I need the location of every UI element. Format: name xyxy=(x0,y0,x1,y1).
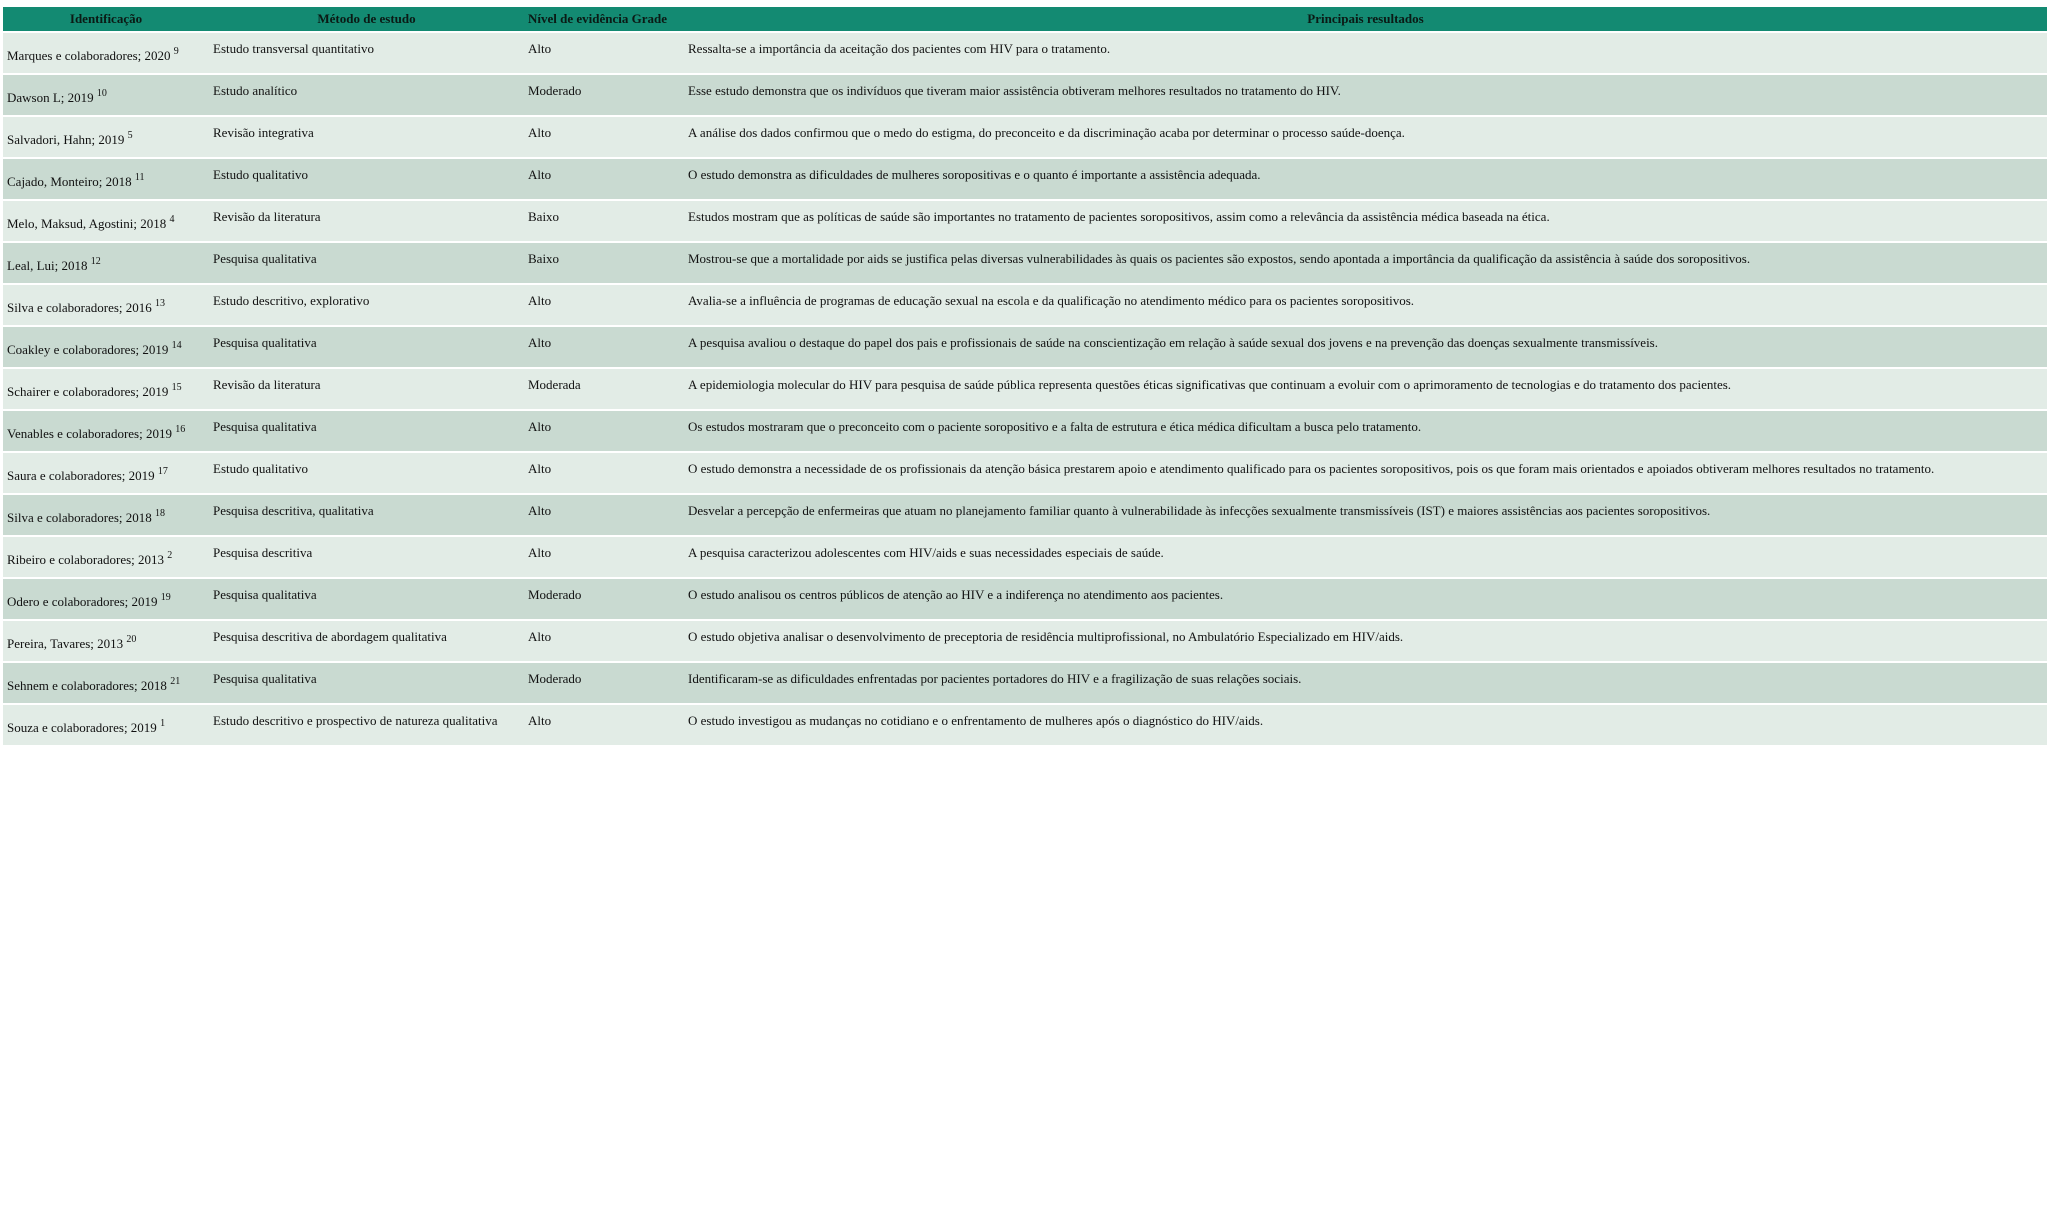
cell-resultado: O estudo demonstra as dificuldades de mulheres soropositivas e o quanto é importante a assistência adequada. xyxy=(684,159,2047,199)
cell-identificacao xyxy=(3,453,209,493)
table-row xyxy=(3,327,2047,367)
cell-resultado: Estudos mostram que as políticas de saúde são importantes no tratamento de pacientes soropositivos, assim como a relevância da assistência médica baseada na ética. xyxy=(684,201,2047,241)
cell-metodo: Estudo descritivo e prospectivo de natureza qualitativa xyxy=(209,705,524,745)
study-author-year: Dawson L; 2019 xyxy=(7,90,94,105)
table-row xyxy=(3,453,2047,493)
cell-resultado: Ressalta-se a importância da aceitação dos pacientes com HIV para o tratamento. xyxy=(684,33,2047,73)
study-author-year: Saura e colaboradores; 2019 xyxy=(7,468,155,483)
study-author-year: Leal, Lui; 2018 xyxy=(7,258,88,273)
reference-number: 10 xyxy=(96,88,107,99)
reference-number: 4 xyxy=(169,214,175,225)
reference-number: 1 xyxy=(160,718,166,729)
study-author-year: Salvadori, Hahn; 2019 xyxy=(7,132,125,147)
reference-number: 16 xyxy=(175,424,186,435)
cell-metodo: Estudo qualitativo xyxy=(209,159,524,199)
cell-nivel: Alto xyxy=(524,453,684,493)
reference-number: 2 xyxy=(167,550,173,561)
study-author-year: Silva e colaboradores; 2016 xyxy=(7,300,152,315)
study-author-year: Venables e colaboradores; 2019 xyxy=(7,426,172,441)
reference-number: 15 xyxy=(171,382,182,393)
cell-nivel: Alto xyxy=(524,327,684,367)
cell-identificacao xyxy=(3,159,209,199)
reference-number: 21 xyxy=(170,676,181,687)
table-row xyxy=(3,495,2047,535)
cell-resultado: O estudo analisou os centros públicos de atenção ao HIV e a indiferença no atendimento aos pacientes. xyxy=(684,579,2047,619)
table-row xyxy=(3,159,2047,199)
studies-table xyxy=(3,5,2047,747)
cell-metodo: Pesquisa qualitativa xyxy=(209,327,524,367)
cell-resultado: Desvelar a percepção de enfermeiras que atuam no planejamento familiar quanto à vulnerabilidade às infecções sexualmente transmissíveis (IST) e maiores assistências aos pacientes soropositivos. xyxy=(684,495,2047,535)
study-author-year: Odero e colaboradores; 2019 xyxy=(7,594,158,609)
table-row xyxy=(3,621,2047,661)
cell-identificacao xyxy=(3,201,209,241)
cell-nivel: Moderado xyxy=(524,663,684,703)
table-row xyxy=(3,75,2047,115)
cell-resultado: A análise dos dados confirmou que o medo do estigma, do preconceito e da discriminação acaba por determinar o processo saúde-doença. xyxy=(684,117,2047,157)
cell-metodo: Revisão da literatura xyxy=(209,201,524,241)
cell-nivel: Alto xyxy=(524,705,684,745)
cell-resultado: O estudo objetiva analisar o desenvolvimento de preceptoria de residência multiprofissional, no Ambulatório Especializado em HIV/aids. xyxy=(684,621,2047,661)
reference-number: 12 xyxy=(90,256,101,267)
cell-metodo: Pesquisa qualitativa xyxy=(209,411,524,451)
table-row xyxy=(3,579,2047,619)
reference-number: 20 xyxy=(126,634,137,645)
cell-resultado: A epidemiologia molecular do HIV para pesquisa de saúde pública representa questões éticas significativas que continuam a evoluir com o aprimoramento de tecnologias e do tratamento dos pacientes. xyxy=(684,369,2047,409)
cell-nivel: Alto xyxy=(524,33,684,73)
cell-identificacao xyxy=(3,705,209,745)
cell-nivel: Moderada xyxy=(524,369,684,409)
reference-number: 19 xyxy=(160,592,171,603)
cell-identificacao xyxy=(3,327,209,367)
cell-resultado: Mostrou-se que a mortalidade por aids se justifica pelas diversas vulnerabilidades às quais os pacientes são expostos, sendo apontada a importância da qualificação da assistência à saúde dos soropositivos. xyxy=(684,243,2047,283)
header-identificacao: Identificação xyxy=(3,7,209,31)
header-metodo: Método de estudo xyxy=(209,7,524,31)
cell-nivel: Alto xyxy=(524,117,684,157)
cell-metodo: Pesquisa descritiva xyxy=(209,537,524,577)
study-author-year: Coakley e colaboradores; 2019 xyxy=(7,342,169,357)
cell-nivel: Baixo xyxy=(524,201,684,241)
cell-identificacao xyxy=(3,495,209,535)
table-body xyxy=(3,33,2047,745)
cell-metodo: Estudo descritivo, explorativo xyxy=(209,285,524,325)
cell-nivel: Alto xyxy=(524,285,684,325)
table-row xyxy=(3,369,2047,409)
cell-identificacao xyxy=(3,537,209,577)
table-row xyxy=(3,663,2047,703)
cell-nivel: Alto xyxy=(524,159,684,199)
cell-metodo: Pesquisa qualitativa xyxy=(209,579,524,619)
reference-number: 17 xyxy=(157,466,168,477)
cell-identificacao xyxy=(3,243,209,283)
cell-resultado: O estudo demonstra a necessidade de os profissionais da atenção básica prestarem apoio e atendimento qualificado para os pacientes soropositivos, pois os que foram mais orientados e apoiados obtiveram melhores resultados no tratamento. xyxy=(684,453,2047,493)
cell-identificacao xyxy=(3,75,209,115)
cell-metodo: Estudo analítico xyxy=(209,75,524,115)
cell-resultado: Avalia-se a influência de programas de educação sexual na escola e da qualificação no atendimento médico para os pacientes soropositivos. xyxy=(684,285,2047,325)
cell-nivel: Alto xyxy=(524,621,684,661)
table-row xyxy=(3,117,2047,157)
cell-nivel: Alto xyxy=(524,495,684,535)
cell-metodo: Pesquisa descritiva de abordagem qualitativa xyxy=(209,621,524,661)
table-row xyxy=(3,33,2047,73)
reference-number: 11 xyxy=(134,172,145,183)
header-nivel: Nível de evidência Grade xyxy=(524,7,684,31)
table-row xyxy=(3,243,2047,283)
cell-resultado: Os estudos mostraram que o preconceito com o paciente soropositivo e a falta de estrutura e ética médica dificultam a busca pelo tratamento. xyxy=(684,411,2047,451)
cell-metodo: Revisão da literatura xyxy=(209,369,524,409)
cell-identificacao xyxy=(3,663,209,703)
cell-resultado: A pesquisa avaliou o destaque do papel dos pais e profissionais de saúde na conscientização em relação à saúde sexual dos jovens e na prevenção das doenças sexualmente transmissíveis. xyxy=(684,327,2047,367)
cell-metodo: Pesquisa descritiva, qualitativa xyxy=(209,495,524,535)
cell-resultado: O estudo investigou as mudanças no cotidiano e o enfrentamento de mulheres após o diagnóstico do HIV/aids. xyxy=(684,705,2047,745)
cell-identificacao xyxy=(3,579,209,619)
cell-nivel: Baixo xyxy=(524,243,684,283)
study-author-year: Pereira, Tavares; 2013 xyxy=(7,636,124,651)
reference-number: 9 xyxy=(173,46,179,57)
table-row xyxy=(3,201,2047,241)
reference-number: 5 xyxy=(127,130,133,141)
reference-number: 18 xyxy=(155,508,166,519)
study-author-year: Silva e colaboradores; 2018 xyxy=(7,510,152,525)
cell-metodo: Pesquisa qualitativa xyxy=(209,243,524,283)
cell-resultado: Identificaram-se as dificuldades enfrentadas por pacientes portadores do HIV e a fragilização de suas relações sociais. xyxy=(684,663,2047,703)
table-row xyxy=(3,411,2047,451)
cell-resultado: A pesquisa caracterizou adolescentes com HIV/aids e suas necessidades especiais de saúde. xyxy=(684,537,2047,577)
reference-number: 13 xyxy=(155,298,166,309)
header-resultados: Principais resultados xyxy=(684,7,2047,31)
cell-metodo: Estudo qualitativo xyxy=(209,453,524,493)
table-row xyxy=(3,705,2047,745)
table-row xyxy=(3,285,2047,325)
header-row xyxy=(3,7,2047,31)
study-author-year: Ribeiro e colaboradores; 2013 xyxy=(7,552,165,567)
study-author-year: Sehnem e colaboradores; 2018 xyxy=(7,678,167,693)
cell-resultado: Esse estudo demonstra que os indivíduos que tiveram maior assistência obtiveram melhores resultados no tratamento do HIV. xyxy=(684,75,2047,115)
study-author-year: Melo, Maksud, Agostini; 2018 xyxy=(7,216,167,231)
cell-identificacao xyxy=(3,369,209,409)
study-author-year: Marques e colaboradores; 2020 xyxy=(7,48,171,63)
study-author-year: Cajado, Monteiro; 2018 xyxy=(7,174,132,189)
cell-nivel: Moderado xyxy=(524,579,684,619)
cell-nivel: Alto xyxy=(524,537,684,577)
cell-identificacao xyxy=(3,33,209,73)
cell-nivel: Moderado xyxy=(524,75,684,115)
study-author-year: Schairer e colaboradores; 2019 xyxy=(7,384,169,399)
cell-metodo: Estudo transversal quantitativo xyxy=(209,33,524,73)
cell-metodo: Revisão integrativa xyxy=(209,117,524,157)
cell-identificacao xyxy=(3,285,209,325)
cell-metodo: Pesquisa qualitativa xyxy=(209,663,524,703)
cell-identificacao xyxy=(3,117,209,157)
study-author-year: Souza e colaboradores; 2019 xyxy=(7,720,157,735)
reference-number: 14 xyxy=(171,340,182,351)
cell-nivel: Alto xyxy=(524,411,684,451)
cell-identificacao xyxy=(3,621,209,661)
table-row xyxy=(3,537,2047,577)
cell-identificacao xyxy=(3,411,209,451)
